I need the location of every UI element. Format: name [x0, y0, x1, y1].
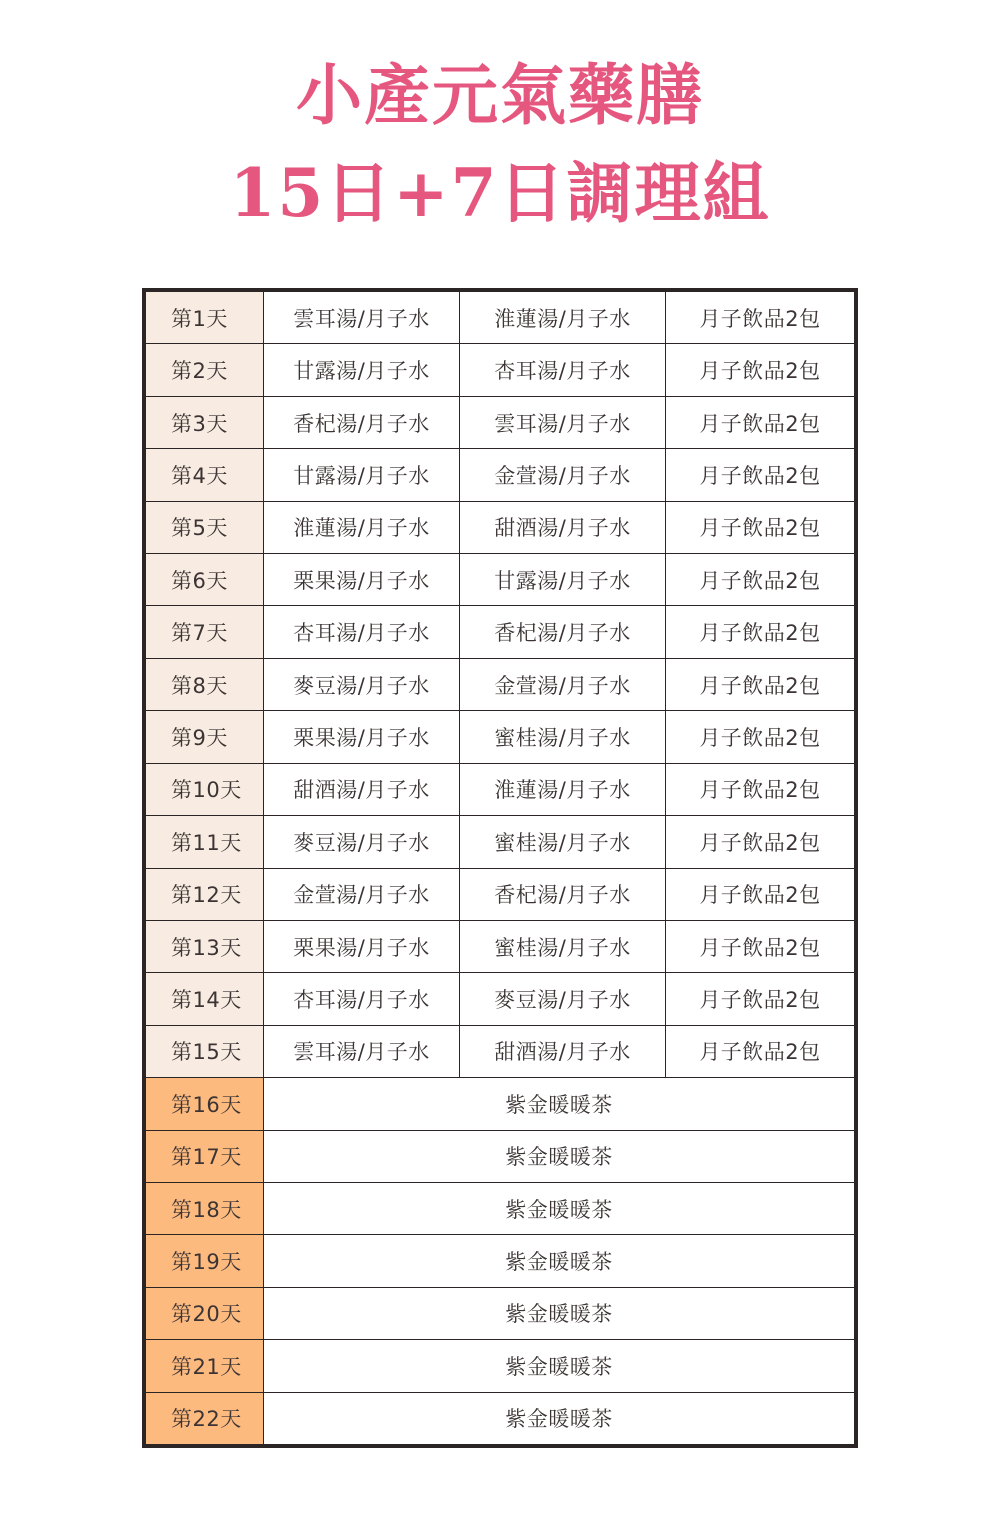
soup-cell: 雲耳湯/月子水	[460, 397, 665, 448]
soup-cell: 雲耳湯/月子水	[264, 1026, 459, 1077]
drink-cell: 月子飲品2包	[666, 816, 854, 867]
page-title-line1: 小產元氣藥膳	[296, 56, 704, 134]
soup-cell: 金萱湯/月子水	[460, 659, 665, 710]
drink-cell: 月子飲品2包	[666, 344, 854, 395]
day-label: 第2天	[146, 344, 263, 395]
soup-cell: 栗果湯/月子水	[264, 711, 459, 762]
day-label: 第19天	[146, 1235, 263, 1286]
drink-cell: 月子飲品2包	[666, 554, 854, 605]
soup-cell: 甘露湯/月子水	[460, 554, 665, 605]
day-label: 第6天	[146, 554, 263, 605]
page-title-line2: 15日+7日調理組	[229, 154, 771, 232]
day-label: 第5天	[146, 502, 263, 553]
drink-cell: 月子飲品2包	[666, 764, 854, 815]
drink-cell: 月子飲品2包	[666, 973, 854, 1024]
soup-cell: 甜酒湯/月子水	[264, 764, 459, 815]
soup-cell: 甜酒湯/月子水	[460, 502, 665, 553]
day-label: 第9天	[146, 711, 263, 762]
drink-cell: 月子飲品2包	[666, 606, 854, 657]
soup-cell: 香杞湯/月子水	[460, 869, 665, 920]
soup-cell: 金萱湯/月子水	[264, 869, 459, 920]
drink-cell: 月子飲品2包	[666, 292, 854, 343]
tea-cell: 紫金暖暖茶	[264, 1183, 854, 1234]
day-label: 第10天	[146, 764, 263, 815]
drink-cell: 月子飲品2包	[666, 711, 854, 762]
day-label: 第3天	[146, 397, 263, 448]
soup-cell: 淮蓮湯/月子水	[264, 502, 459, 553]
day-label: 第20天	[146, 1288, 263, 1339]
day-label: 第4天	[146, 449, 263, 500]
drink-cell: 月子飲品2包	[666, 502, 854, 553]
schedule-table	[142, 288, 858, 1448]
schedule-grid	[146, 292, 854, 1444]
tea-cell: 紫金暖暖茶	[264, 1340, 854, 1391]
day-label: 第17天	[146, 1131, 263, 1182]
day-label: 第22天	[146, 1393, 263, 1444]
day-label: 第12天	[146, 869, 263, 920]
day-label: 第18天	[146, 1183, 263, 1234]
tea-cell: 紫金暖暖茶	[264, 1288, 854, 1339]
soup-cell: 杏耳湯/月子水	[460, 344, 665, 395]
soup-cell: 栗果湯/月子水	[264, 921, 459, 972]
soup-cell: 甘露湯/月子水	[264, 344, 459, 395]
drink-cell: 月子飲品2包	[666, 449, 854, 500]
drink-cell: 月子飲品2包	[666, 921, 854, 972]
day-label: 第7天	[146, 606, 263, 657]
day-label: 第16天	[146, 1078, 263, 1129]
soup-cell: 淮蓮湯/月子水	[460, 292, 665, 343]
drink-cell: 月子飲品2包	[666, 659, 854, 710]
soup-cell: 蜜桂湯/月子水	[460, 711, 665, 762]
soup-cell: 淮蓮湯/月子水	[460, 764, 665, 815]
day-label: 第21天	[146, 1340, 263, 1391]
day-label: 第15天	[146, 1026, 263, 1077]
soup-cell: 香杞湯/月子水	[264, 397, 459, 448]
drink-cell: 月子飲品2包	[666, 869, 854, 920]
soup-cell: 麥豆湯/月子水	[264, 816, 459, 867]
soup-cell: 麥豆湯/月子水	[460, 973, 665, 1024]
soup-cell: 栗果湯/月子水	[264, 554, 459, 605]
day-label: 第8天	[146, 659, 263, 710]
soup-cell: 金萱湯/月子水	[460, 449, 665, 500]
drink-cell: 月子飲品2包	[666, 1026, 854, 1077]
soup-cell: 麥豆湯/月子水	[264, 659, 459, 710]
tea-cell: 紫金暖暖茶	[264, 1235, 854, 1286]
tea-cell: 紫金暖暖茶	[264, 1393, 854, 1444]
tea-cell: 紫金暖暖茶	[264, 1131, 854, 1182]
soup-cell: 杏耳湯/月子水	[264, 606, 459, 657]
day-label: 第11天	[146, 816, 263, 867]
soup-cell: 雲耳湯/月子水	[264, 292, 459, 343]
soup-cell: 甘露湯/月子水	[264, 449, 459, 500]
day-label: 第13天	[146, 921, 263, 972]
drink-cell: 月子飲品2包	[666, 397, 854, 448]
soup-cell: 杏耳湯/月子水	[264, 973, 459, 1024]
soup-cell: 香杞湯/月子水	[460, 606, 665, 657]
day-label: 第14天	[146, 973, 263, 1024]
tea-cell: 紫金暖暖茶	[264, 1078, 854, 1129]
day-label: 第1天	[146, 292, 263, 343]
soup-cell: 甜酒湯/月子水	[460, 1026, 665, 1077]
soup-cell: 蜜桂湯/月子水	[460, 816, 665, 867]
soup-cell: 蜜桂湯/月子水	[460, 921, 665, 972]
